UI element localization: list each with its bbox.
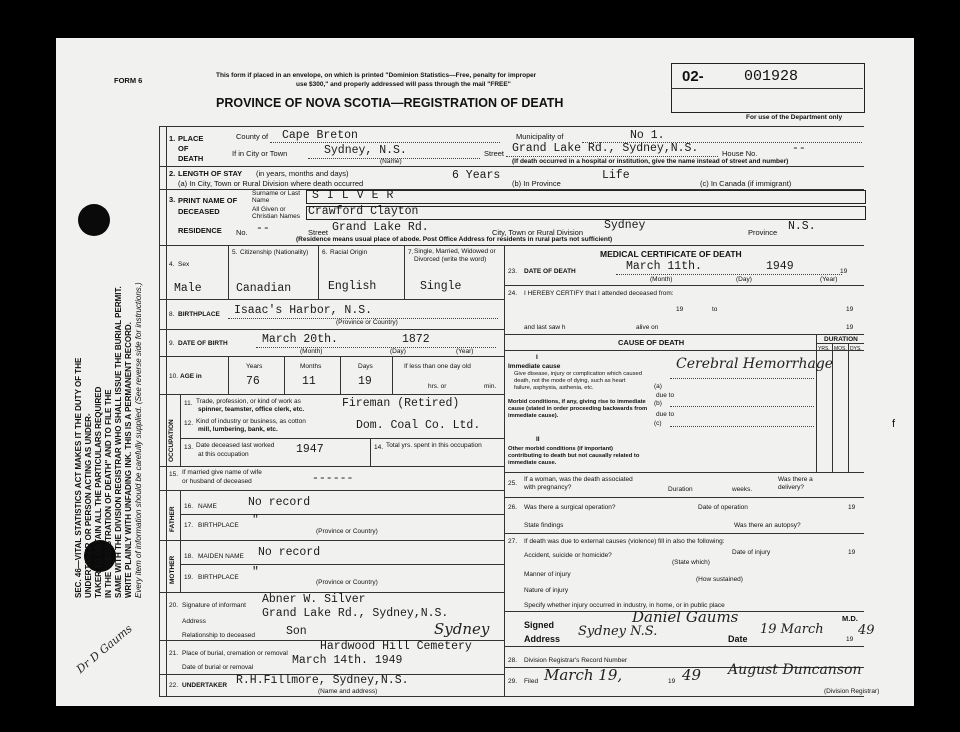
- citizenship-value: Canadian: [236, 282, 292, 295]
- side-instructions: SEC. 46—VITAL STATISTICS ACT MAKES IT THE DUTY OF THE UNDERTAKER OR PERSON ACTING AS UNDER- TAKER TO OBTAIN ALL THE PARTICULARS REQUIRED IN THE "REGISTRATION OF DEATH" AND TO FILE THE SAME WITH THE DIVISION REGISTRAR WHO SHALL ISSUE THE BURIAL PERMIT. WRITE PLAINLY WITH UNFADING INK. THIS IS A PERMANENT RECORD. Every item of information should be carefully supplied. (See reverse side for instructions.): [74, 282, 143, 598]
- punch-hole-top: [78, 204, 110, 236]
- house-value: --: [792, 142, 806, 155]
- physician-address: Sydney N.S.: [578, 624, 658, 639]
- reg-prefix: 02-: [682, 68, 704, 85]
- place-of-death-label: PLACE OF DEATH: [178, 134, 204, 163]
- age-days-value: 19: [358, 375, 372, 388]
- county-value: Cape Breton: [282, 129, 358, 142]
- death-year-value: 1949: [766, 260, 794, 273]
- form-title: PROVINCE OF NOVA SCOTIA—REGISTRATION OF DEATH: [216, 96, 564, 110]
- dob-value: March 20th.: [262, 333, 338, 346]
- registrar-signature: August Duncanson: [728, 662, 862, 678]
- mother-name-value: No record: [258, 546, 321, 559]
- date-of-death-value: March 11th.: [626, 260, 702, 273]
- relationship-value: Son: [286, 625, 307, 638]
- form-number: FORM 6: [114, 76, 143, 85]
- sex-value: Male: [174, 282, 202, 295]
- margin-note: Dr D Gaums: [74, 622, 135, 676]
- signed-date: 19 March: [760, 622, 824, 637]
- last-worked-value: 1947: [296, 443, 324, 456]
- informant-signature-value: Abner W. Silver: [262, 593, 366, 606]
- age-years-value: 76: [246, 375, 260, 388]
- industry-value: Dom. Coal Co. Ltd.: [356, 419, 481, 432]
- birthplace-value: Isaac's Harbor, N.S.: [234, 304, 373, 317]
- envelope-note-1: This form if placed in an envelope, on which is printed "Dominion Statistics—Free, penalty for improper: [216, 72, 537, 79]
- dob-year-value: 1872: [402, 333, 430, 346]
- municipality-value: No 1.: [630, 129, 665, 142]
- physician-signature: Daniel Gaums: [632, 608, 739, 626]
- stay-province-value: Life: [602, 169, 630, 182]
- marital-value: Single: [420, 280, 462, 293]
- father-name-value: No record: [248, 496, 311, 509]
- street-value: Grand Lake Rd., Sydney,N.S.: [512, 142, 699, 155]
- city-value: Sydney, N.S.: [324, 144, 407, 157]
- surname-value: SILVER: [312, 189, 402, 202]
- age-months-value: 11: [302, 375, 316, 388]
- medical-certificate-title: MEDICAL CERTIFICATE OF DEATH: [600, 249, 742, 259]
- cause-of-death-title: CAUSE OF DEATH: [618, 338, 685, 347]
- dept-use-note: For use of the Department only: [746, 114, 843, 121]
- informant-address-value: Grand Lake Rd., Sydney,N.S.: [262, 607, 449, 620]
- residence-street-value: Grand Lake Rd.: [332, 221, 429, 234]
- envelope-note-2: use $300," and properly addressed will pass through the mail "FREE": [296, 81, 511, 88]
- occupation-value: Fireman (Retired): [342, 397, 460, 410]
- undertaker-value: R.H.Fillmore, Sydney,N.S.: [236, 674, 409, 687]
- racial-value: English: [328, 280, 377, 293]
- registration-form: SEC. 46—VITAL STATISTICS ACT MAKES IT THE DUTY OF THE UNDERTAKER OR PERSON ACTING AS UNDER- TAKER TO OBTAIN ALL THE PARTICULARS REQUIRED IN THE "REGISTRATION OF DEATH" AND TO FILE THE SAME WITH THE DIVISION REGISTRAR WHO SHALL ISSUE THE BURIAL PERMIT. WRITE PLAINLY WITH UNFADING INK. THIS IS A PERMANENT RECORD. Every item of information should be carefully supplied. (See reverse side for instructions.) Dr D Gaums FORM 6 This form if placed in an envelope, on which is printed "Dominion Statistics—Free, penalty for improper use $300," and properly addressed will pass through the mail "FREE" PROVINCE OF NOVA SCOTIA—REGISTRATION OF DEATH 02- 001928 For use of the Department only 1. PLACE OF DEATH County of Cape Breton Municipality of No 1. If in City or Town Sydney, N.S. (Name) Street Grand Lake Rd., Sydney,N.S. House No. -- (If death occurred in a hospital or institution, give the name instead of street and number) 2. LENGTH OF STAY (in years, months and days) (a) In City, Town or Rural Division where death occurred 6 Years (b) In Province Life (c) In Canada (if immigrant) 3. PRINT NAME OF DECEASED Surname or Last Name SILVER All Given or Christian Names Crawford Clayton RESIDENCE No. -- Street Grand Lake Rd. City, Town or Rural Division Sydney Province N.S. (Residence means usual place of abode. Post Office Address for residents in rural parts not sufficient) 4. Sex Male 5. Citizenship (Nationality) Canadian 6. Racial Origin English 7. Single, Married, Widowed or Divorced (write the word) Single 8. BIRTHPLACE Isaac's Harbor, N.S. (Province or Country) 9. DATE OF BIRTH March 20th. 1872 (Month) (Day) (Year) 10. AGE in Years Months Days 76 11 19 If less than one day old hrs. or min. OCCUPATION 11. Trade, profession, or kind of work as spinner, teamster, office clerk, etc. Fireman (Retired) 12. Kind of industry or business, as cotton mill, lumbering, bank, etc. Dom. Coal Co. Ltd. 13. Date deceased last worked at this occupation 1947 14. Total yrs. spent in this occupation 15. If married give name of wife or husband of deceased ------ FATHER MOTHER 16. NAME No record 17. BIRTHPLACE " (Province or Country) 18. MAIDEN NAME No record 19. BIRTHPLACE " (Province or Country) 20. Signature of informant Abner W. Silver Address Grand Lake Rd., Sydney,N.S. Relationship to deceased Son Sydney 21. Place of burial, cremation or removal Hardwood Hill Cemetery Date of burial or removal March 14th. 1949 22. UNDERTAKER R.H.Fillmore, Sydney,N.S. (Name and address) MEDICAL CERTIFICATE OF DEATH 23. DATE OF DEATH March 11th. 1949 19 (Month) (Day) (Year) 24. I HEREBY CERTIFY that I attended deceased from: 19 to 19 and last saw h alive on 19 CAUSE OF DEATH DURATION YRS. MOS. DYS. I Immediate cause Give disease, injury or complication which caused death, not the mode of dying, such as heart failure, asphyxia, asthenia, etc. (a) Cerebral Hemorrhage (b) due to due to (c) Morbid conditions, if any, giving rise to immediate cause (stated in order proceeding backwards from immediate cause). II Other morbid conditions (if important) contributing to death but not causally related to immediate cause. 25. If a woman, was the death associated with pregnancy? Duration weeks. Was there a delivery? 26. Was there a surgical operation? Date of operation 19 State findings Was there an autopsy? 27. If death was due to external causes (violence) fill in also the following: Accident, suicide or homicide? (State which) Date of injury 19 Manner of injury (How sustained) Nature of injury Specify whether injury occurred in industry, in home, or in public place Signed Daniel Gaums M.D. Address Sydney N.S. Date 19 March 19 49 28. Division Registrar's Record Number 29. Filed March 19, 19 49 August Duncanson (Division Registrar) f: [56, 38, 914, 706]
- given-names-value: Crawford Clayton: [308, 205, 419, 218]
- burial-place-value: Hardwood Hill Cemetery: [320, 640, 472, 653]
- stay-city-value: 6 Years: [452, 169, 501, 182]
- burial-date-value: March 14th. 1949: [292, 654, 403, 667]
- filed-date: March 19,: [544, 666, 623, 684]
- reg-number: 001928: [744, 68, 799, 85]
- cause-a-value: Cerebral Hemorrhage: [676, 356, 834, 372]
- residence-city-value: Sydney: [604, 219, 646, 232]
